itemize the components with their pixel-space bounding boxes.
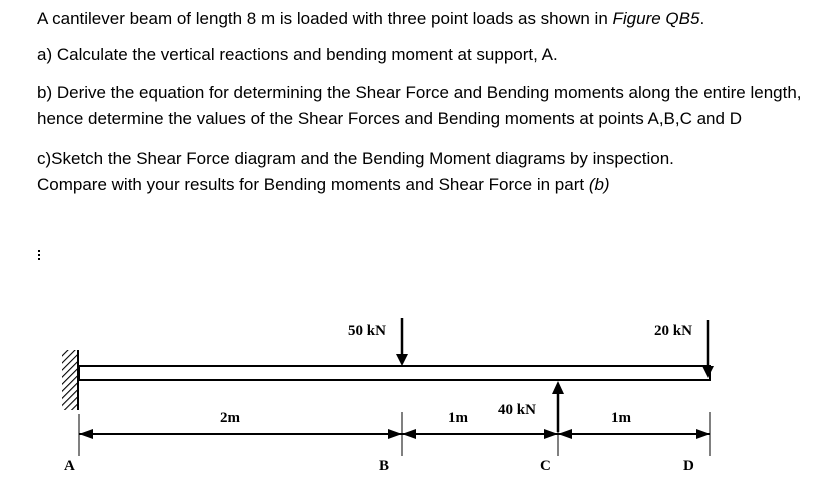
load-arrow-d bbox=[702, 320, 714, 378]
dimension-label-ab: 2m bbox=[220, 410, 240, 426]
point-label-b: B bbox=[379, 458, 390, 474]
part-a: a) Calculate the vertical reactions and bending moment at support, A. bbox=[37, 45, 558, 64]
part-c-text: Compare with your results for Bending moments and Shear Force in part bbox=[37, 175, 589, 194]
point-label-c: C bbox=[540, 458, 551, 474]
part-b: b) Derive the equation for determining the Shear Force and Bending moments along the entire length, hence determine the values of the Shear Forces and Bending moments at points A,B,C and D bbox=[37, 83, 802, 128]
load-arrow-c bbox=[552, 381, 564, 432]
dimension-label-cd: 1m bbox=[611, 410, 631, 426]
load-arrow-b bbox=[396, 318, 408, 366]
fixed-support-hatch bbox=[62, 350, 78, 410]
intro-suffix: . bbox=[699, 9, 705, 28]
load-label-b: 50 kN bbox=[348, 323, 386, 339]
part-c-reference: (b) bbox=[588, 175, 610, 194]
dimension-label-bc: 1m bbox=[448, 410, 468, 426]
beam bbox=[79, 366, 710, 380]
intro-text: A cantilever beam of length 8 m is loaded with three point loads as shown in bbox=[37, 9, 613, 28]
part-c-line1: c)Sketch the Shear Force diagram and the Bending Moment diagrams by inspection. bbox=[37, 149, 674, 168]
figure-reference: Figure QB5 bbox=[612, 9, 700, 28]
point-label-d: D bbox=[683, 458, 694, 474]
load-label-d: 20 kN bbox=[654, 323, 692, 339]
point-label-a: A bbox=[64, 458, 75, 474]
load-label-c: 40 kN bbox=[498, 402, 536, 418]
